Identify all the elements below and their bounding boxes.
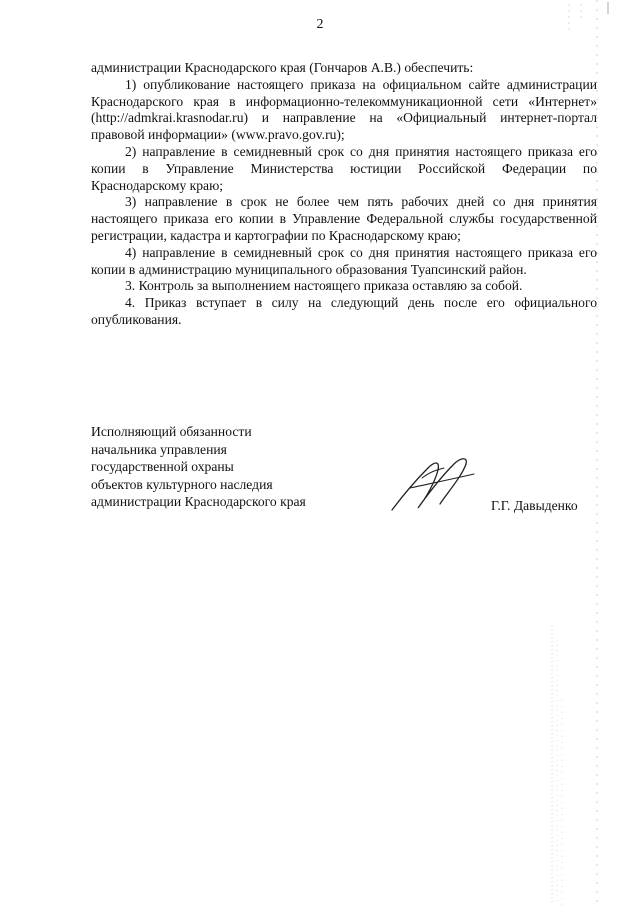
signatory-title-line: объектов культурного наследия	[91, 476, 273, 492]
page-number: 2	[316, 17, 324, 32]
paragraph-item-4: 4) направление в семидневный срок со дня принятия настоящего приказа его копии в администрацию муниципального образования Туапсинский район.	[91, 244, 597, 277]
paragraph-item-1: 1) опубликование настоящего приказа на официальном сайте администрации Краснодарского края в информационно-телекоммуникационной сети «Интернет» (http://admkrai.krasnodar.ru) и направление на «Официальный интернет-портал правовой информации» (www.pravo.gov.ru);	[91, 76, 597, 143]
paragraph-item-3: 3) направление в срок не более чем пять рабочих дней со дня принятия настоящего приказа его копии в Управление Федеральной службы государственной регистрации, кадастра и картографии по Краснодарскому краю;	[91, 194, 597, 243]
signatory-name: Г.Г. Давыденко	[491, 498, 578, 513]
signatory-title-line: Исполняющий обязанности	[91, 424, 252, 439]
paragraph-clause-4: 4. Приказ вступает в силу на следующий день после его официального опубликования.	[91, 295, 597, 327]
signatory-title	[91, 423, 351, 511]
signatory-title-line: администрации Краснодарского края	[91, 494, 306, 509]
signatory-title-line: начальника управления	[91, 441, 227, 457]
signatory-title-line: государственной охраны	[91, 459, 234, 474]
document-body	[91, 60, 597, 329]
paragraph-clause-3: 3. Контроль за выполнением настоящего приказа оставляю за собой.	[125, 278, 523, 294]
paragraph-intro: администрации Краснодарского края (Гончаров А.В.) обеспечить:	[91, 60, 474, 75]
handwritten-signature	[382, 450, 482, 518]
paragraph-item-2: 2) направление в семидневный срок со дня принятия настоящего приказа его копии в Управление Министерства юстиции Российской Федерации по Краснодарскому краю;	[91, 143, 597, 193]
